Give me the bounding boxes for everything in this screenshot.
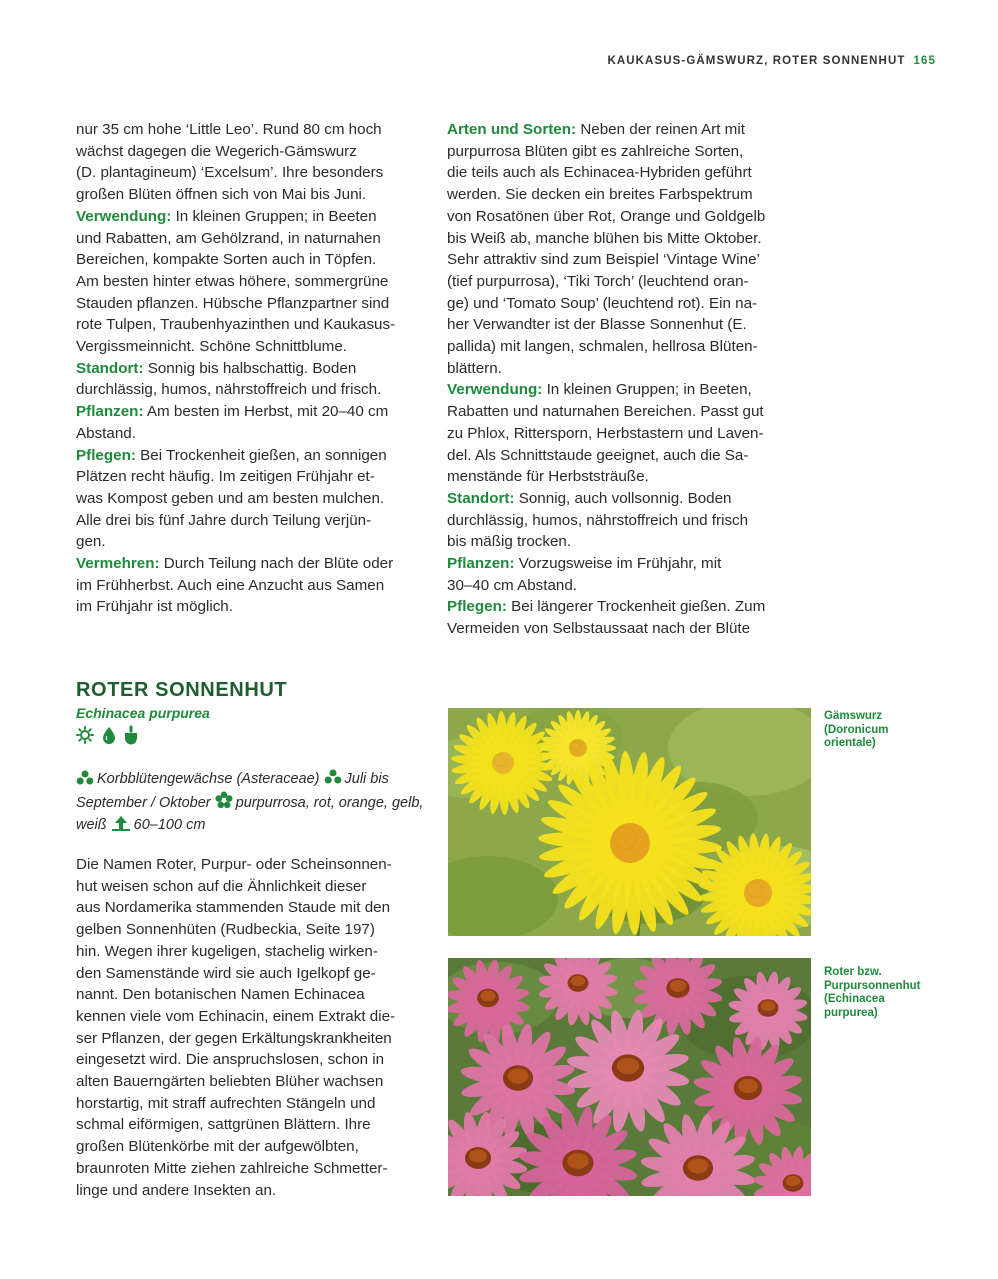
left-text-column (76, 119, 426, 618)
caption-line: Purpursonnenhut (824, 979, 921, 992)
text-line: gen. (76, 533, 106, 551)
text-line: (tief purpurrosa), ‘Tiki Torch’ (leuchtend oran- (447, 272, 749, 290)
section-title: ROTER SONNENHUT (76, 679, 288, 701)
paragraph-label: Pflegen: (76, 446, 136, 464)
bloom-time: Juli bis September / Oktober (76, 771, 389, 811)
caption-line: purpurea) (824, 1006, 878, 1019)
text-line: die teils auch als Echinacea-Hybriden geführt (447, 164, 752, 182)
body-line: linge und andere Insekten an. (76, 1181, 277, 1199)
text-line: Sehr attraktiv sind zum Beispiel ‘Vintage Wine’ (447, 251, 760, 269)
flower-colors: purpurrosa, rot, orange, gelb, weiß (76, 794, 424, 833)
text-line: von Rosatönen über Rot, Orange und Goldgelb (447, 207, 766, 225)
text-line: werden. Sie decken ein breites Farbspektrum (447, 186, 753, 204)
text-line: was Kompost geben und am besten mulchen. (76, 489, 385, 507)
text-line: Vergissmeinnicht. Schöne Schnittblume. (76, 338, 347, 356)
text-line: bis mäßig trocken. (447, 533, 572, 551)
text-line: Pflegen: Bei Trockenheit gießen, an sonnigen (76, 446, 387, 464)
body-line: braunroten Mitte ziehen zahlreiche Schmetter- (76, 1159, 388, 1177)
text-line: Rabatten und naturnahen Bereichen. Passt gut (447, 403, 764, 421)
plant-height: 60–100 cm (133, 817, 206, 833)
caption-line: Gämswurz (824, 710, 883, 722)
caption-line: (Doronicum (824, 723, 889, 736)
body-line: ser Pflanzen, der gegen Erkältungskrankheiten (76, 1029, 392, 1047)
text-line: Vermeiden von Selbstaussaat nach der Blüte (447, 620, 751, 638)
body-line: großen Blütenkörbe mit der aufgewölbten, (76, 1138, 359, 1156)
plant-family: Korbblütengewächse (Asteraceae) (97, 771, 320, 787)
text-line: Vermehren: Durch Teilung nach der Blüte oder (76, 555, 394, 573)
text-line: 30–40 cm Abstand. (447, 576, 578, 594)
text-line: Standort: Sonnig, auch vollsonnig. Boden (447, 489, 732, 507)
paragraph-label: Pflanzen: (447, 555, 515, 573)
text-line: im Frühjahr ist möglich. (76, 598, 233, 616)
text-line: Pflanzen: Vorzugsweise im Frühjahr, mit (447, 555, 722, 573)
sun-icon (76, 726, 94, 744)
page-number: 165 (913, 55, 936, 67)
text-line: Stauden pflanzen. Hübsche Pflanzpartner sind (76, 294, 390, 312)
body-line: kennen viele vom Echinacin, einem Extrakt die- (76, 1007, 396, 1025)
caption-line: (Echinacea (824, 993, 885, 1005)
text-line: Alle drei bis fünf Jahre durch Teilung verjün- (76, 511, 372, 529)
text-line: wächst dagegen die Wegerich-Gämswurz (76, 142, 357, 160)
latin-name: Echinacea purpurea (76, 705, 210, 721)
text-line: durchlässig, humos, nährstoffreich und frisch. (76, 381, 382, 399)
text-line: großen Blüten öffnen sich von Mai bis Juni. (76, 186, 367, 204)
text-line: pallida) mit langen, schmalen, hellrosa Blüten- (447, 338, 758, 356)
running-title: KAUKASUS-GÄMSWURZ, ROTER SONNENHUT (607, 55, 906, 67)
text-line: Verwendung: In kleinen Gruppen; in Beeten (76, 207, 377, 225)
paragraph-label: Pflegen: (447, 598, 507, 616)
body-line: hut weisen schon auf die Ähnlichkeit dieser (76, 877, 367, 895)
text-line: ge) und ‘Tomato Soup’ (leuchtend rot). Ein na- (447, 294, 758, 312)
caption-line: Roter bzw. (824, 966, 882, 978)
paragraph-label: Verwendung: (447, 381, 543, 399)
text-line: rote Tulpen, Traubenhyazinthen und Kaukasus- (76, 316, 396, 334)
paragraph-label: Vermehren: (76, 555, 160, 573)
paragraph-label: Standort: (447, 489, 515, 507)
care-symbols (76, 725, 138, 745)
family-icon (76, 770, 94, 785)
caption-line: orientale) (824, 737, 876, 749)
body-line: alten Bauerngärten beliebten Blüher wachsen (76, 1073, 384, 1091)
text-line: Standort: Sonnig bis halbschattig. Boden (76, 359, 357, 377)
sonnenhut-image (448, 958, 811, 1196)
sonnenhut-photo (448, 958, 811, 1196)
text-line: Verwendung: In kleinen Gruppen; in Beeten, (447, 381, 752, 399)
text-line: her Verwandter ist der Blasse Sonnenhut (E. (447, 316, 747, 334)
running-header (607, 55, 936, 67)
paragraph-label: Pflanzen: (76, 403, 144, 421)
height-icon (111, 815, 131, 831)
text-line: zu Phlox, Rittersporn, Herbstastern und Laven- (447, 424, 764, 442)
text-line: blättern. (447, 359, 502, 377)
gaemswurz-photo (448, 708, 811, 936)
body-line: schmal eiförmigen, sattgrünen Blättern. Ihre (76, 1116, 371, 1134)
text-line: und Rabatten, am Gehölzrand, in naturnahen (76, 229, 381, 247)
text-line: Am besten hinter etwas höhere, sommergrüne (76, 272, 389, 290)
bloom-time-icon (324, 769, 342, 785)
text-line: Pflanzen: Am besten im Herbst, mit 20–40 cm (76, 403, 389, 421)
body-line: gelben Sonnenhüten (Rudbeckia, Seite 197) (76, 921, 375, 939)
flower-color-icon (215, 791, 233, 809)
text-line: Bereichen, kompakte Sorten auch in Töpfen. (76, 251, 377, 269)
text-line: purpurrosa Blüten gibt es zahlreiche Sorten, (447, 142, 744, 160)
text-line: Plätzen recht häufig. Im zeitigen Frühjahr et- (76, 468, 375, 486)
paragraph-label: Standort: (76, 359, 144, 377)
body-line: aus Nordamerika stammenden Staude mit den (76, 899, 391, 917)
text-line: del. Als Schnittstaude geeignet, auch die Sa- (447, 446, 749, 464)
body-line: nannt. Den botanischen Namen Echinacea (76, 986, 365, 1004)
right-text-column (447, 119, 797, 640)
water-drop-icon (102, 726, 116, 744)
body-line: horstartig, mit straff aufrechten Stängeln und (76, 1094, 376, 1112)
gaemswurz-image (448, 708, 811, 936)
body-line: hin. Wegen ihrer kugeligen, stachelig wirken- (76, 942, 378, 960)
paragraph-label: Arten und Sorten: (447, 121, 577, 138)
paragraph-label: Verwendung: (76, 207, 172, 225)
text-line: (D. plantagineum) ‘Excelsum’. Ihre besonders (76, 164, 384, 182)
body-line: den Samenstände wird sie auch Igelkopf ge- (76, 964, 376, 982)
text-line: bis Weiß ab, manche blühen bis Mitte Oktober. (447, 229, 762, 247)
text-line: Arten und Sorten: Neben der reinen Art mit (447, 121, 745, 138)
text-line: menstände für Herbststräuße. (447, 468, 649, 486)
text-line: durchlässig, humos, nährstoffreich und frisch (447, 511, 749, 529)
text-line: im Frühherbst. Auch eine Anzucht aus Samen (76, 576, 385, 594)
gaemswurz-caption (824, 710, 934, 751)
trowel-icon (124, 725, 138, 745)
text-line: nur 35 cm hohe ‘Little Leo’. Rund 80 cm hoch (76, 121, 382, 138)
sonnenhut-caption (824, 966, 934, 1020)
section-body-text (76, 854, 428, 1201)
text-line: Pflegen: Bei längerer Trockenheit gießen. Zum (447, 598, 766, 616)
body-line: Die Namen Roter, Purpur- oder Scheinsonnen- (76, 856, 392, 873)
plant-facts (76, 768, 426, 837)
body-line: eingesetzt wird. Die anspruchslosen, schon in (76, 1051, 385, 1069)
text-line: Abstand. (76, 424, 136, 442)
